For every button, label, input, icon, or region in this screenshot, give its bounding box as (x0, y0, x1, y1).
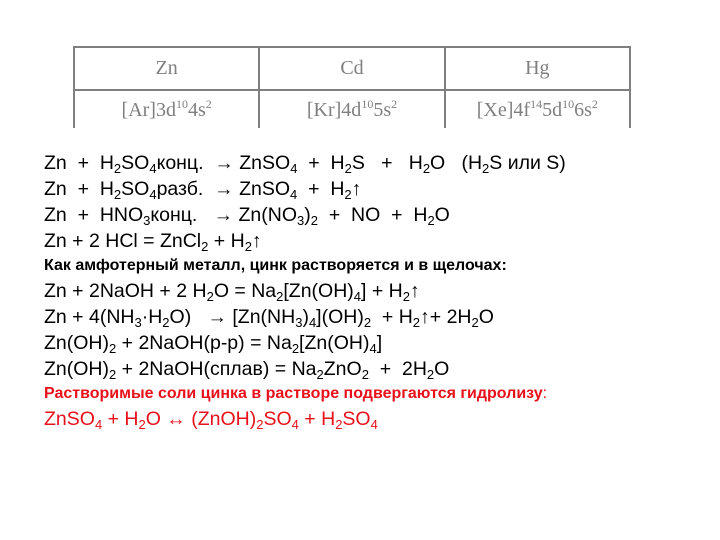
subscript: 2 (113, 187, 122, 202)
config-superscript: 10 (175, 97, 188, 112)
configuration-row (74, 90, 630, 128)
equation-text: + H (102, 408, 139, 430)
config-superscript: 10 (562, 97, 575, 112)
equation-line (44, 278, 714, 304)
subscript: 2 (335, 417, 343, 432)
subscript: 2 (201, 239, 209, 254)
equation-text: ZnO (323, 358, 362, 380)
equation-text: O (434, 358, 450, 380)
subscript: 2 (482, 161, 490, 176)
equation-text: O ↔ (ZnOH) (145, 408, 257, 430)
equation-text: разб. → ZnSO (156, 178, 291, 200)
equation-text: + H (297, 152, 345, 174)
subscript: 3 (295, 315, 303, 330)
subscript: 2 (316, 367, 324, 382)
subscript: 2 (206, 289, 214, 304)
subscript: 2 (244, 239, 252, 254)
equation-text: конц. → Zn(NO (150, 204, 298, 226)
element-header-row (74, 47, 630, 90)
config-cell (259, 90, 444, 128)
equation-line (44, 406, 714, 432)
equation-text: + H (297, 178, 345, 200)
equation-text: [Zn(OH) (283, 280, 354, 302)
equation-text: Как амфотерный металл, цинк растворяется и в щелочах: (44, 257, 507, 274)
equation-text: ↑ (351, 178, 362, 200)
subscript: 2 (291, 341, 300, 356)
equation-text: ↑+ 2H (420, 306, 472, 328)
equation-text: Zn + H (44, 152, 114, 174)
subscript: 2 (276, 289, 284, 304)
note-line (44, 382, 714, 406)
reaction-equations (44, 150, 714, 432)
config-superscript: 10 (361, 97, 374, 112)
subscript: 3 (297, 213, 305, 228)
equation-text: O (478, 306, 494, 328)
equation-text: ↑ (410, 280, 420, 302)
config-superscript: 2 (205, 97, 212, 112)
config-cell (445, 90, 630, 128)
equation-text: ] + H (361, 280, 403, 302)
equation-text: ↑ (251, 230, 262, 252)
equation-line (44, 202, 714, 228)
equation-text: ](OH) (316, 306, 364, 328)
config-text: 5s (373, 99, 392, 122)
equation-text: O (H (430, 152, 483, 174)
subscript: 2 (426, 367, 435, 382)
subscript: 4 (308, 315, 317, 330)
equation-text: ) (302, 306, 309, 328)
subscript: 3 (143, 213, 151, 228)
equation-line (44, 356, 714, 382)
subscript: 4 (353, 289, 362, 304)
subscript: 2 (162, 315, 170, 330)
equation-text: ) (304, 204, 311, 226)
equation-text: + 2H (368, 358, 427, 380)
equation-text: [Zn(OH) (299, 332, 370, 354)
config-text: [Xe]4f (476, 99, 531, 122)
equation-text: Zn + 4(NH (44, 306, 135, 328)
equation-text: + 2NaOH(сплав) = Na (116, 358, 317, 380)
subscript: 2 (256, 417, 264, 432)
equation-text: Zn + 2 HCl = ZnCl (44, 230, 202, 252)
config-cell (74, 90, 259, 128)
subscript: 2 (361, 367, 369, 382)
config-superscript: 2 (591, 97, 598, 112)
equation-text: + NO + H (317, 204, 428, 226)
equation-line (44, 150, 714, 176)
subscript: 4 (94, 417, 103, 432)
subscript: 2 (109, 341, 117, 356)
equation-text: ·H (141, 306, 163, 328)
subscript: 2 (310, 213, 318, 228)
equation-text: + H (298, 408, 336, 430)
note-line (44, 254, 714, 278)
equation-text: Zn + HNO (44, 204, 144, 226)
equation-text: O) → [Zn(NH (169, 306, 296, 328)
equation-text: O (434, 204, 450, 226)
equation-text: + H (208, 230, 245, 252)
config-superscript: 14 (530, 97, 543, 112)
subscript: 4 (149, 161, 157, 176)
equation-line (44, 228, 714, 254)
equation-text: O = Na (213, 280, 277, 302)
subscript: 4 (149, 187, 157, 202)
element-cell: Hg (445, 47, 630, 90)
equation-text: : (542, 385, 548, 402)
equation-text: Zn(OH) (44, 358, 109, 380)
equation-text: SO (263, 408, 292, 430)
equation-text: ] (376, 332, 383, 354)
subscript: 2 (471, 315, 479, 330)
equation-text: + H (371, 306, 413, 328)
config-text: 5d (542, 99, 563, 122)
equation-line (44, 330, 714, 356)
config-text: [Ar]3d (121, 99, 176, 122)
equation-line (44, 176, 714, 202)
equation-text: Zn(OH) (44, 332, 109, 354)
subscript: 2 (363, 315, 372, 330)
equation-text: SO (121, 178, 150, 200)
config-text: 4s (187, 99, 206, 122)
subscript: 2 (138, 417, 146, 432)
subscript: 2 (402, 289, 410, 304)
subscript: 4 (369, 341, 377, 356)
equation-text: SO (342, 408, 371, 430)
config-text: [Kr]4d (306, 99, 362, 122)
equation-text: Растворимые соли цинка в растворе подвергаются гидролизу (44, 385, 543, 402)
config-superscript: 2 (391, 97, 398, 112)
subscript: 4 (290, 161, 298, 176)
subscript: 4 (291, 417, 299, 432)
equation-text: Zn + 2NaOH + 2 H (44, 280, 207, 302)
subscript: 2 (344, 187, 352, 202)
equation-text: S или S) (489, 152, 566, 174)
equation-text: Zn + H (44, 178, 114, 200)
equation-text: + 2NaOH(р-р) = Na (116, 332, 292, 354)
subscript: 2 (109, 367, 117, 382)
config-text: 6s (574, 99, 592, 122)
equation-text: S + H (351, 152, 423, 174)
subscript: 2 (427, 213, 435, 228)
element-cell: Zn (74, 47, 259, 90)
equation-line (44, 304, 714, 330)
equation-text: ZnSO (44, 408, 95, 430)
subscript: 4 (370, 417, 378, 432)
subscript: 2 (344, 161, 352, 176)
subscript: 2 (113, 161, 122, 176)
subscript: 2 (422, 161, 431, 176)
subscript: 4 (290, 187, 298, 202)
electron-config-table (73, 46, 631, 128)
equation-text: SO (121, 152, 150, 174)
equation-text: конц. → ZnSO (156, 152, 291, 174)
subscript: 3 (134, 315, 142, 330)
subscript: 2 (412, 315, 421, 330)
element-cell: Cd (259, 47, 444, 90)
